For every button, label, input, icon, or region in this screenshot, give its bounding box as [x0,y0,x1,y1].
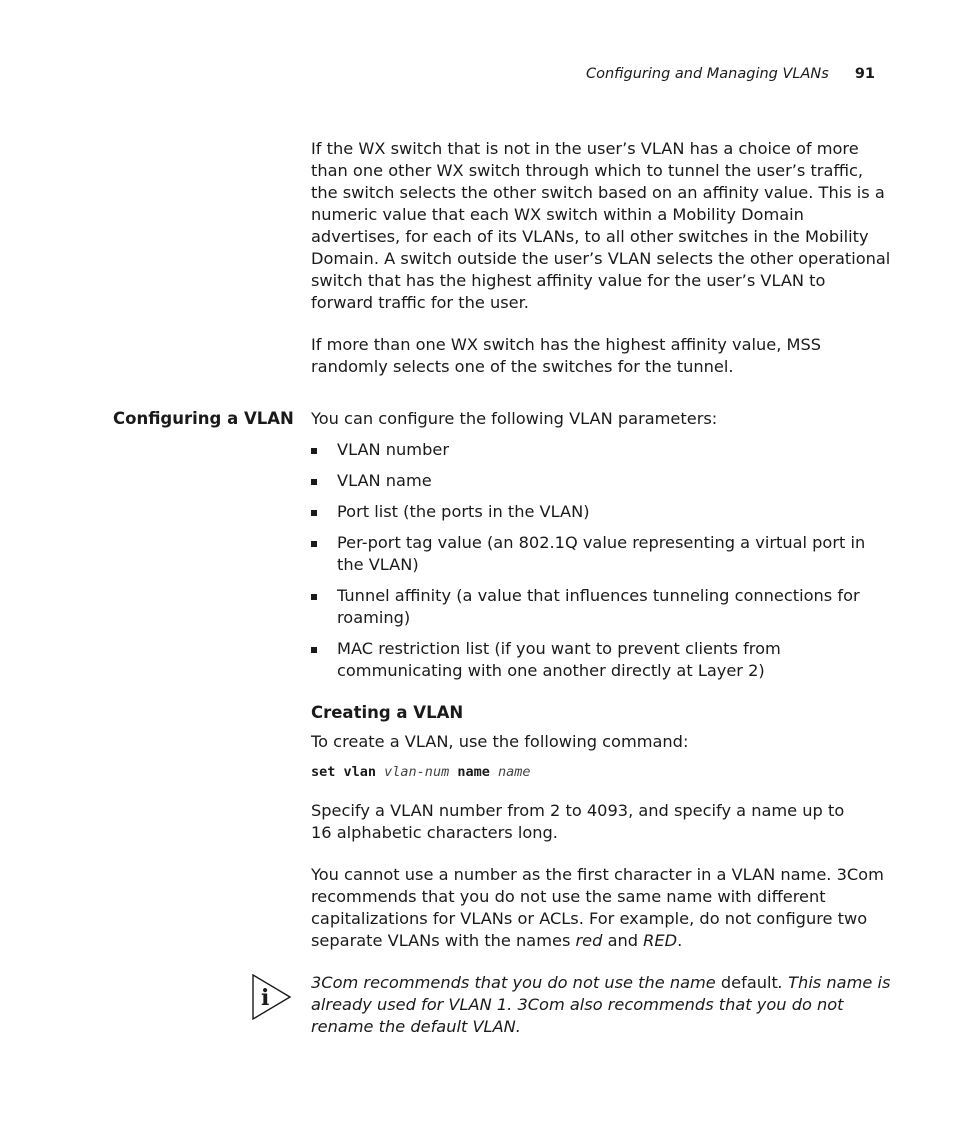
bullet-square-icon [311,541,317,547]
list-item: Port list (the ports in the VLAN) [311,501,891,523]
page-number: 91 [854,66,875,82]
bullet-square-icon [311,479,317,485]
section-heading: Configuring a VLAN [113,409,294,428]
vlan-number-paragraph: Specify a VLAN number from 2 to 4093, and specify a name up to 16 alphabetic characters long. [311,801,845,842]
section-lead: You can configure the following VLAN parameters: [311,409,718,428]
running-title: Configuring and Managing VLANs [585,66,829,82]
list-item: MAC restriction list (if you want to prevent clients from communicating with one another directly at Layer 2) [311,638,891,682]
intro-block [311,138,891,378]
subsection-lead: To create a VLAN, use the following command: [311,732,689,751]
list-item: Per-port tag value (an 802.1Q value representing a virtual port in the VLAN) [311,532,891,576]
vlan-name-paragraph: You cannot use a number as the first character in a VLAN name. 3Com recommends that you do not use the same name with different capitalizations for VLANs or ACLs. For example, do not configure two separate VLANs with the names red and RED. [311,865,884,950]
command-syntax: set vlan vlan-num name name [311,764,531,780]
parameter-list [311,439,891,682]
info-icon [252,974,292,1020]
page-header [586,66,875,82]
section-body [311,408,891,1038]
list-item: VLAN name [311,470,891,492]
intro-paragraph-2: If more than one WX switch has the highest affinity value, MSS randomly selects one of the switches for the tunnel. [311,335,822,376]
bullet-square-icon [311,594,317,600]
note-text: 3Com recommends that you do not use the name default. This name is already used for VLAN 1. 3Com also recommends that you do not rename the default VLAN. [311,973,891,1036]
bullet-square-icon [311,647,317,653]
bullet-square-icon [311,448,317,454]
svg-text:i: i [261,985,270,1011]
intro-paragraph-1: If the WX switch that is not in the user’s VLAN has a choice of more than one other WX switch through which to tunnel the user’s traffic, the switch selects the other switch based on an affinity value. This is a numeric value that each WX switch within a Mobility Domain advertises, for each of its VLANs, to all other switches in the Mobility Domain. A switch outside the user’s VLAN selects the other operational switch that has the highest affinity value for the user’s VLAN to forward traffic for the user. [311,139,891,312]
list-item: Tunnel affinity (a value that influences tunneling connections for roaming) [311,585,891,629]
subsection-heading: Creating a VLAN [311,703,464,722]
list-item: VLAN number [311,439,891,461]
bullet-square-icon [311,510,317,516]
